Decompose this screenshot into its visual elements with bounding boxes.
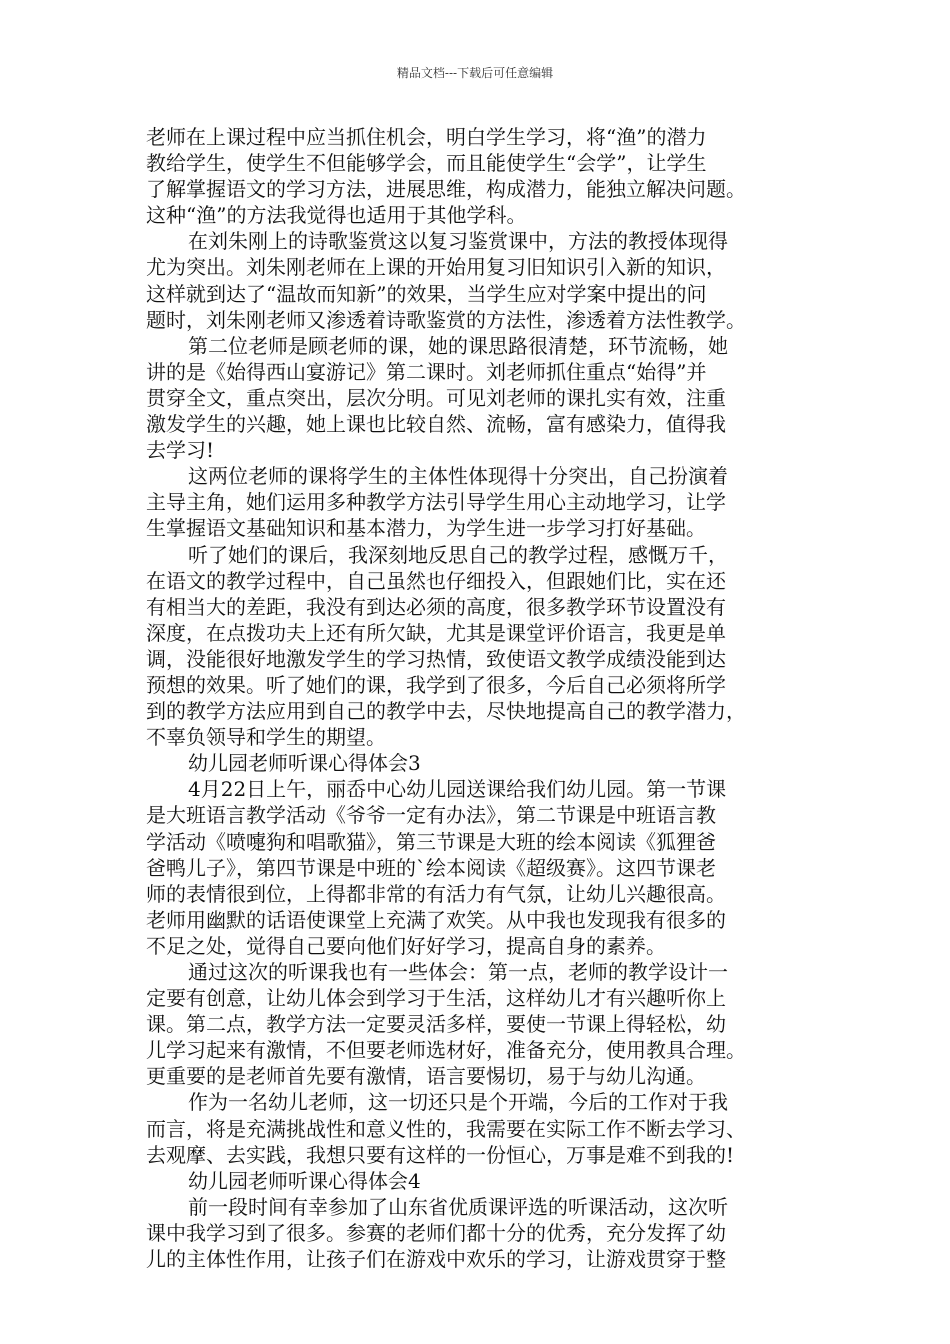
text-line: 这两位老师的课将学生的主体性体现得十分突出，自己扮演着	[188, 464, 728, 489]
text-line: 老师在上课过程中应当抓住机会，明白学生学习，将“渔”的潜力	[146, 125, 707, 149]
text-line: 去学习!	[146, 438, 215, 463]
text-line: 激发学生的兴趣，她上课也比较自然、流畅，富有感染力，值得我	[146, 412, 726, 437]
text-line: 这种“渔”的方法我觉得也适用于其他学科。	[146, 203, 527, 228]
page-header: 精品文档---下载后可任意编辑	[396, 66, 554, 80]
text-line: 老师用幽默的话语使课堂上充满了欢笑。从中我也发现我有很多的	[146, 907, 726, 932]
text-line: 贯穿全文，重点突出，层次分明。可见刘老师的课扎实有效，注重	[146, 385, 726, 410]
text-line: 课。第二点，教学方法一定要灵活多样，要使一节课上得轻松，幼	[146, 1012, 726, 1037]
text-line: 儿学习起来有激情，不但要老师选材好，准备充分，使用教具合理。	[146, 1038, 746, 1063]
text-line: 作为一名幼儿老师，这一切还只是个开端，今后的工作对于我	[188, 1090, 728, 1115]
text-line: 生掌握语文基础知识和基本潜力，为学生进一步学习打好基础。	[146, 516, 706, 541]
text-line: 幼儿园老师听课心得体会3	[188, 751, 421, 776]
text-line: 讲的是《始得西山宴游记》第二课时。刘老师抓住重点“始得”并	[146, 359, 707, 384]
text-line: 这样就到达了“温故而知新”的效果，当学生应对学案中提出的问	[146, 281, 707, 306]
text-line: 4月22日上午，丽岙中心幼儿园送课给我们幼儿园。第一节课	[188, 777, 727, 802]
text-line: 更重要的是老师首先要有激情，语言要惕切，易于与幼儿沟通。	[146, 1064, 706, 1089]
text-line: 不足之处，觉得自己要向他们好好学习，提高自身的素养。	[146, 933, 666, 958]
text-line: 了解掌握语文的学习方法，进展思维，构成潜力，能独立解决问题。	[146, 177, 746, 202]
text-line: 听了她们的课后，我深刻地反思自己的教学过程，感慨万千，	[188, 542, 728, 567]
text-line: 通过这次的听课我也有一些体会：第一点，老师的教学设计一	[188, 960, 728, 984]
text-line: 尤为突出。刘朱刚老师在上课的开始用复习旧知识引入新的知识，	[146, 255, 726, 280]
text-line: 前一段时间有幸参加了山东省优质课评选的听课活动，这次听	[188, 1194, 728, 1219]
text-line: 深度，在点拨功夫上还有所欠缺，尤其是课堂评价语言，我更是单	[146, 620, 726, 645]
text-line: 调，没能很好地激发学生的学习热情，致使语文教学成绩没能到达	[146, 646, 726, 671]
text-line: 定要有创意，让幼儿体会到学习于生活，这样幼儿才有兴趣听你上	[146, 986, 726, 1011]
text-line: 到的教学方法应用到自己的教学中去，尽快地提高自己的教学潜力，	[146, 699, 746, 724]
text-line: 爸鸭儿子》，第四节课是中班的`绘本阅读《超级赛》。这四节课老	[146, 855, 716, 880]
text-line: 幼儿园老师听课心得体会4	[188, 1168, 421, 1193]
text-line: 题时，刘朱刚老师又渗透着诗歌鉴赏的方法性，渗透着方法性教学。	[146, 307, 746, 332]
text-line: 预想的效果。听了她们的课，我学到了很多，今后自己必须将所学	[146, 672, 726, 697]
text-line: 去观摩、去实践，我想只要有这样的一份恒心，万事是难不到我的!	[146, 1142, 735, 1167]
text-line: 不辜负领导和学生的期望。	[146, 725, 386, 750]
text-line: 在语文的教学过程中，自己虽然也仔细投入，但跟她们比，实在还	[146, 568, 726, 593]
text-line: 而言，将是充满挑战性和意义性的，我需要在实际工作不断去学习、	[146, 1116, 746, 1141]
document-body	[146, 124, 822, 1272]
text-line: 在刘朱刚上的诗歌鉴赏这以复习鉴赏课中，方法的教授体现得	[188, 229, 728, 254]
text-line: 课中我学习到了很多。参赛的老师们都十分的优秀，充分发挥了幼	[146, 1220, 726, 1245]
text-line: 是大班语言教学活动《爷爷一定有办法》，第二节课是中班语言教	[146, 803, 716, 828]
text-line: 师的表情很到位，上得都非常的有活力有气氛，让幼儿兴趣很高。	[146, 881, 726, 906]
text-line: 主导主角，她们运用多种教学方法引导学生用心主动地学习，让学	[146, 490, 726, 515]
text-line: 教给学生，使学生不但能够学会，而且能使学生“会学”，让学生	[146, 151, 707, 176]
text-line: 第二位老师是顾老师的课，她的课思路很清楚，环节流畅，她	[188, 333, 728, 358]
text-line: 有相当大的差距，我没有到达必须的高度，很多教学环节设置没有	[146, 594, 726, 619]
text-line: 学活动《喷嚏狗和唱歌猫》，第三节课是大班的绘本阅读《狐狸爸	[146, 829, 716, 854]
text-line: 儿的主体性作用，让孩子们在游戏中欢乐的学习，让游戏贯穿于整	[146, 1247, 726, 1272]
